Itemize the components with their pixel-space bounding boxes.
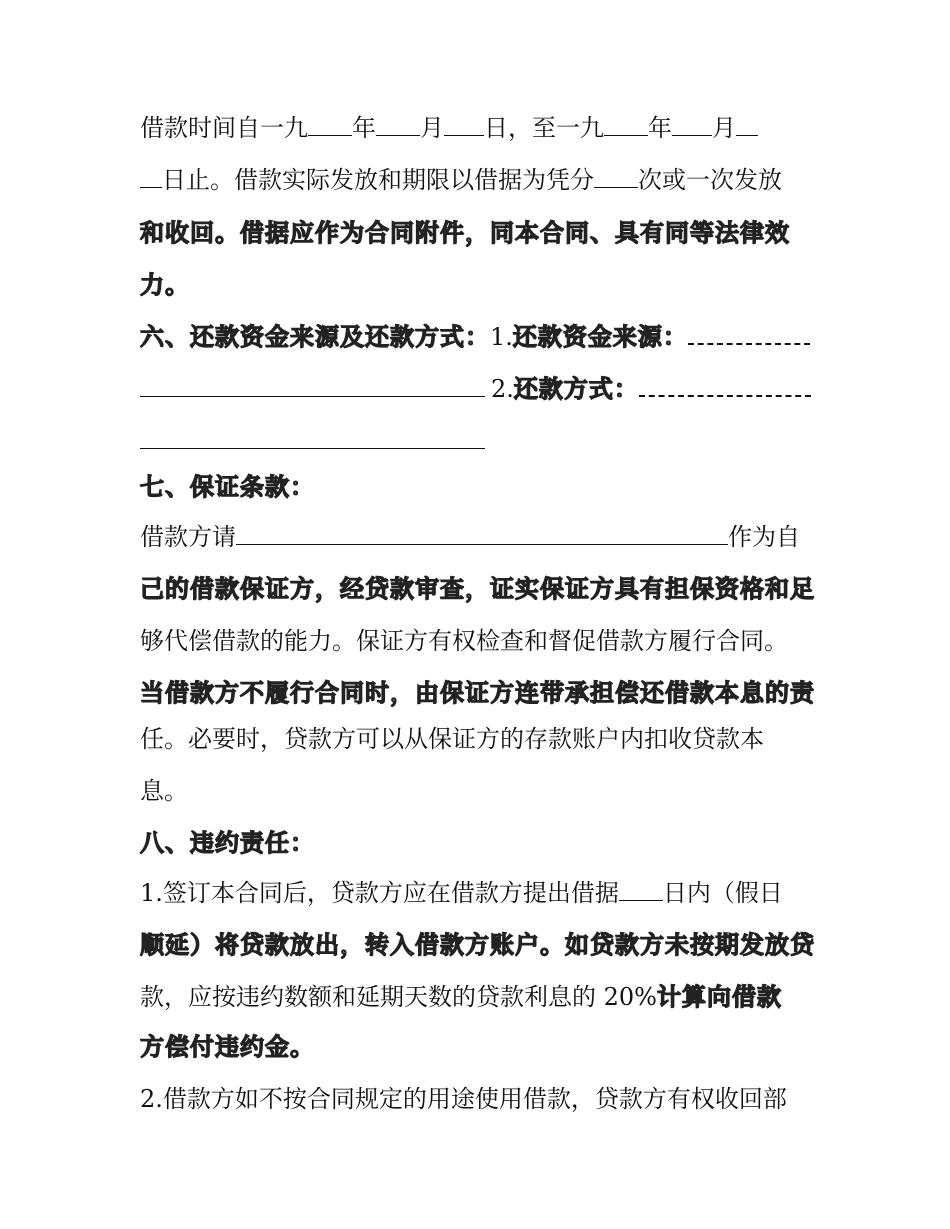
text-segment: 1.签订本合同后，贷款方应在借款方提出借据 (140, 879, 619, 907)
section-6-line-3 (140, 424, 820, 458)
text-segment: 计算向借款 (656, 983, 782, 1011)
text-segment: 借款时间自一九 (140, 114, 308, 142)
paragraph-line (140, 876, 820, 910)
list-number: 2. (491, 375, 514, 403)
paragraph-line (140, 980, 820, 1014)
fill-blank (308, 134, 352, 136)
paragraph-line (140, 111, 820, 145)
paragraph-line: 力。 (140, 271, 190, 299)
section-heading: 八、违约责任： (140, 829, 315, 857)
text-segment: 月 (420, 114, 444, 142)
paragraph-line: 息。 (140, 777, 188, 805)
paragraph-line: 当借款方不履行合同时，由保证方连带承担偿还借款本息的责 (140, 679, 815, 707)
paragraph-line: 和收回。借据应作为合同附件，同本合同、具有同等法律效 (140, 219, 790, 247)
text-segment: 日内（假日 (662, 879, 783, 907)
text-segment: 次或一次发放 (638, 166, 782, 194)
fill-blank (736, 134, 758, 136)
paragraph-line (140, 520, 820, 554)
text-segment: 借款方请 (140, 523, 236, 551)
text-segment: 作为自 (728, 523, 800, 551)
text-segment: 日止。借款实际发放和期限以借据为凭分 (162, 166, 594, 194)
fill-blank (672, 134, 712, 136)
fill-blank (619, 899, 663, 901)
section-6-line-2 (140, 372, 820, 406)
text-segment: 日，至一九 (484, 114, 604, 142)
paragraph-line: 己的借款保证方，经贷款审查，证实保证方具有担保资格和足 (140, 575, 815, 603)
fill-blank (688, 342, 810, 345)
fill-blank (604, 134, 648, 136)
section-heading: 七、保证条款： (140, 473, 315, 501)
fill-blank (236, 543, 728, 545)
text-segment: 年 (352, 114, 376, 142)
text-segment: 款，应按违约数额和延期天数的贷款利息的 20% (140, 983, 657, 1011)
text-segment: 年 (648, 114, 672, 142)
paragraph-line (140, 163, 820, 197)
section-heading: 六、还款资金来源及还款方式： (140, 323, 490, 351)
field-label: 还款资金来源： (512, 323, 688, 351)
paragraph-line: 够代偿借款的能力。保证方有权检查和督促借款方履行合同。 (140, 627, 788, 655)
paragraph-line: 方偿付违约金。 (140, 1033, 315, 1061)
fill-blank (140, 395, 485, 397)
fill-blank (594, 186, 638, 188)
list-number: 1. (490, 323, 513, 351)
field-label: 还款方式： (513, 375, 639, 403)
fill-blank (376, 134, 420, 136)
fill-blank (444, 134, 484, 136)
paragraph-line: 顺延）将贷款放出，转入借款方账户。如贷款方未按期发放贷 (140, 931, 815, 959)
fill-blank (639, 394, 811, 397)
fill-blank (140, 447, 485, 449)
paragraph-line: 任。必要时，贷款方可以从保证方的存款账户内扣收贷款本 (140, 725, 764, 753)
fill-blank (140, 186, 162, 188)
text-segment: 月 (712, 114, 736, 142)
paragraph-line: 2.借款方如不按合同规定的用途使用借款，贷款方有权收回部 (140, 1085, 787, 1113)
section-6-line-1 (140, 320, 820, 354)
